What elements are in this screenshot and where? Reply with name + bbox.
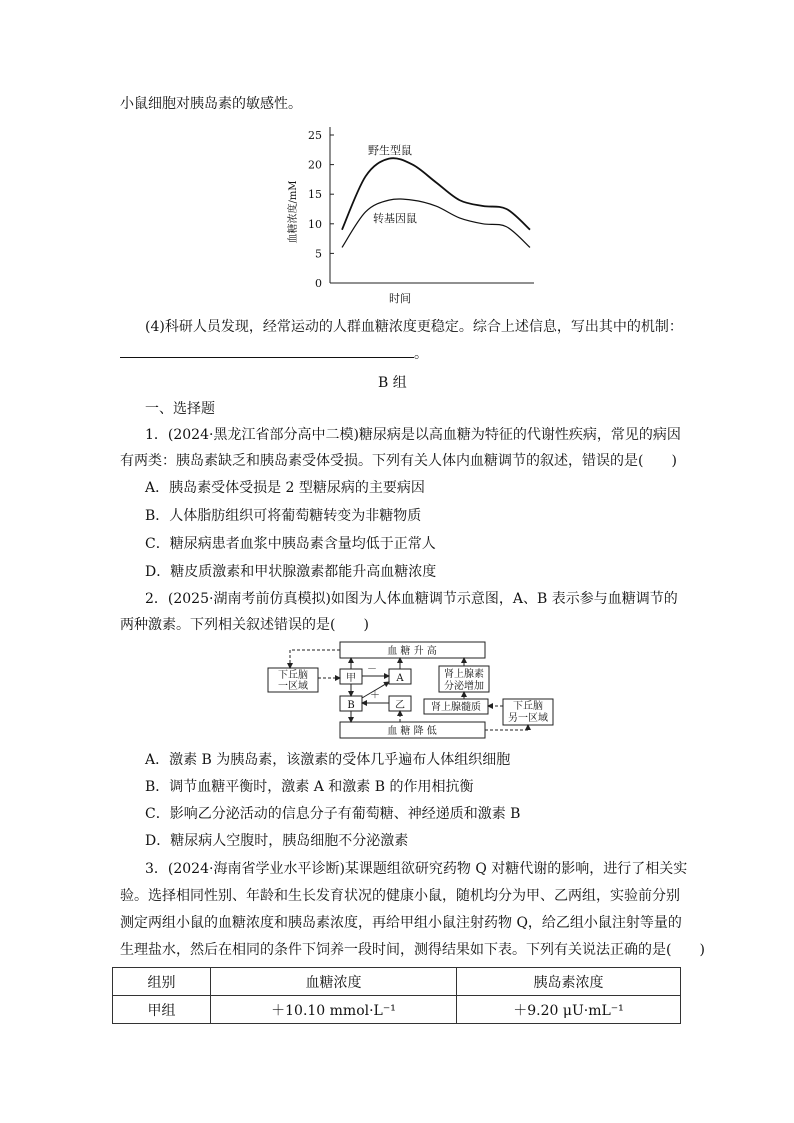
- q1-option-c: C．糖尿病患者血浆中胰岛素含量均低于正常人: [145, 536, 436, 552]
- y-tick-label: 15: [308, 188, 322, 202]
- q1-option-a: A．胰岛素受体受损是 2 型糖尿病的主要病因: [145, 480, 425, 496]
- q1-line-2: 有两类：胰岛素缺乏和胰岛素受体受损。下列有关人体内血糖调节的叙述，错误的是( ): [120, 453, 677, 469]
- section-title: B 组: [378, 375, 407, 391]
- label-b: B: [347, 700, 355, 711]
- q2-option-d: D．糖尿病人空腹时，胰岛细胞不分泌激素: [145, 833, 409, 849]
- table-header: 血糖浓度: [211, 968, 457, 996]
- table-cell: ＋9.20 μU·mL⁻¹: [457, 996, 681, 1024]
- label-minus: －: [367, 664, 377, 675]
- label-adrenal-secretion-a: 肾上腺素: [444, 669, 484, 680]
- q3-line-2: 验。选择相同性别、年龄和生长发育状况的健康小鼠，随机均分为甲、乙两组，实验前分别: [120, 888, 680, 904]
- y-tick-label: 25: [308, 129, 322, 142]
- y-tick-label: 5: [315, 247, 322, 261]
- label-hypothalamus-1a: 下丘脑: [278, 670, 308, 681]
- intro-line: 小鼠细胞对胰岛素的敏感性。: [120, 96, 302, 112]
- table-header: 胰岛素浓度: [457, 968, 681, 996]
- q1-option-b: B．人体脂肪组织可将葡萄糖转变为非糖物质: [145, 508, 422, 524]
- table-header: 组别: [113, 968, 211, 996]
- q1-option-d: D．糖皮质激素和甲状腺激素都能升高血糖浓度: [145, 564, 437, 580]
- q2-option-c: C．影响乙分泌活动的信息分子有葡萄糖、神经递质和激素 B: [145, 806, 521, 822]
- glucose-regulation-diagram: [262, 638, 562, 740]
- q3-line-4: 生理盐水，然后在相同的条件下饲养一段时间，测得结果如下表。下列有关说法正确的是( ): [120, 942, 705, 958]
- y-axis-label: 血糖浓度/mM: [288, 180, 299, 244]
- label-glucose-down: 血 糖 降 低: [387, 726, 437, 737]
- x-axis-label: 时间: [389, 292, 411, 305]
- q3-line-3: 测定两组小鼠的血糖浓度和胰岛素浓度，再给甲组小鼠注射药物 Q，给乙组小鼠注射等量的: [120, 915, 682, 931]
- q2-option-a: A．激素 B 为胰岛素，该激素的受体几乎遍布人体组织细胞: [145, 752, 511, 768]
- y-tick-label: 20: [308, 158, 322, 172]
- y-tick-label: 10: [308, 217, 322, 231]
- q4-text: (4)科研人员发现，经常运动的人群血糖浓度更稳定。综合上述信息，写出其中的机制：: [145, 319, 683, 335]
- answer-blank-end: 。: [414, 346, 428, 362]
- table-header-row: [113, 968, 681, 996]
- series-line-1: [342, 158, 530, 230]
- label-plus: ＋: [370, 690, 380, 701]
- table-cell: 甲组: [113, 996, 211, 1024]
- results-table: [112, 967, 681, 1024]
- q2-option-b: B．调节血糖平衡时，激素 A 和激素 B 的作用相抗衡: [145, 779, 474, 795]
- label-hypothalamus-1b: 一区域: [278, 681, 308, 692]
- y-tick-label: 0: [315, 277, 322, 290]
- label-yi: 乙: [395, 700, 405, 711]
- q2-line-2: 两种激素。下列相关叙述错误的是( ): [120, 617, 369, 633]
- answer-blank: [120, 357, 414, 358]
- label-adrenal-medulla: 肾上腺髓质: [431, 702, 481, 713]
- q1-line-1: 1．(2024·黑龙江省部分高中二模)糖尿病是以高血糖为特征的代谢性疾病，常见的病因: [145, 427, 681, 443]
- blood-glucose-chart: [0, 0, 794, 320]
- q3-line-1: 3．(2024·海南省学业水平诊断)某课题组欲研究药物 Q 对糖代谢的影响，进行了相关实: [145, 861, 688, 877]
- label-hypothalamus-2b: 另一区域: [508, 713, 548, 724]
- q2-line-1: 2．(2025·湖南考前仿真模拟)如图为人体血糖调节示意图，A、B 表示参与血糖调节的: [145, 591, 678, 607]
- label-hypothalamus-2a: 下丘脑: [513, 701, 543, 712]
- table-row: [113, 996, 681, 1024]
- label-adrenal-secretion-b: 分泌增加: [444, 681, 484, 692]
- part-title: 一、选择题: [145, 401, 215, 417]
- table-cell: ＋10.10 mmol·L⁻¹: [211, 996, 457, 1024]
- series-label-1: 野生型鼠: [368, 144, 412, 157]
- series-line-2: [342, 199, 530, 247]
- label-jia: 甲: [346, 673, 356, 684]
- label-a: A: [396, 673, 404, 684]
- series-label-2: 转基因鼠: [373, 212, 417, 225]
- label-glucose-up: 血 糖 升 高: [387, 646, 437, 657]
